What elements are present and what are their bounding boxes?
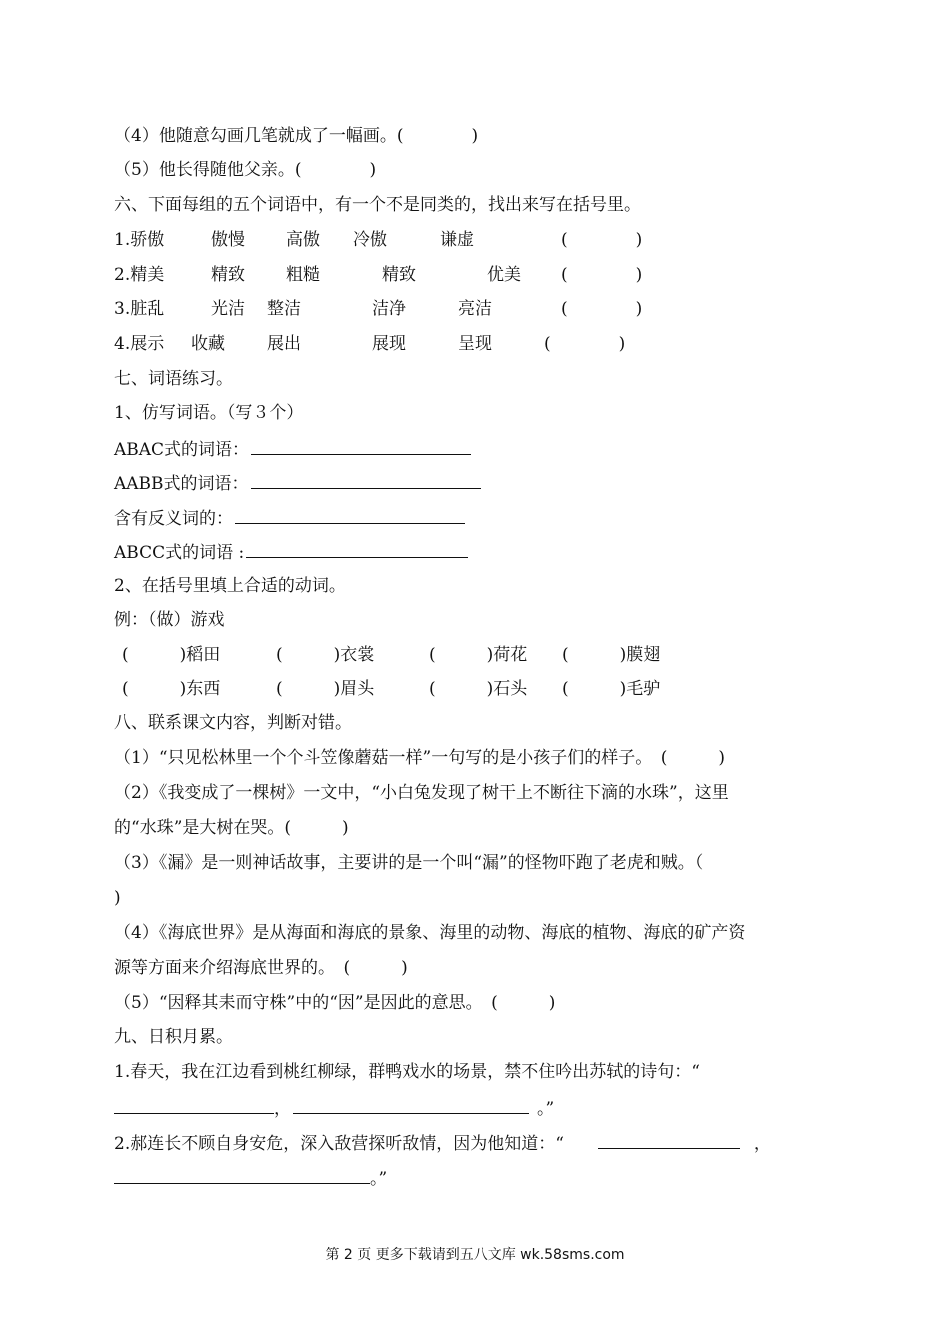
verb-example: 例：（做）游戏 <box>114 610 225 630</box>
answer-blank[interactable] <box>235 505 465 524</box>
verb-item[interactable]: ( )石头 <box>429 679 528 699</box>
imitate-row-antonym <box>114 505 465 531</box>
page-footer: 第 2 页 更多下载请到五八文库 wk.58sms.com <box>325 1247 625 1263</box>
judge-4-line2: 源等方面来介绍海底世界的。 ( ) <box>114 958 408 978</box>
verb-item[interactable]: ( )荷花 <box>429 645 528 665</box>
closing-quote: 。” <box>370 1169 388 1189</box>
judge-3-line2: ) <box>114 888 121 908</box>
section-8-heading: 八、联系课文内容，判断对错。 <box>114 713 352 733</box>
answer-blank[interactable] <box>251 470 481 489</box>
group-word: 整洁 <box>267 299 301 319</box>
verb-item[interactable]: ( )东西 <box>122 679 221 699</box>
group-word: 傲慢 <box>211 230 245 250</box>
answer-blank[interactable] <box>598 1130 740 1149</box>
group-word: 谦虚 <box>440 230 474 250</box>
poem-1-prompt: 1.春天，我在江边看到桃红柳绿，群鸭戏水的场景，禁不住吟出苏轼的诗句：“ <box>114 1062 700 1082</box>
judge-2-line1: （2）《我变成了一棵树》一文中，“小白兔发现了树干上不断往下滴的水珠”，这里 <box>114 783 729 803</box>
imitate-row-aabb <box>114 470 481 496</box>
group-word: 光洁 <box>211 299 245 319</box>
answer-paren[interactable]: ( ) <box>561 265 643 285</box>
comma: ， <box>274 1099 291 1119</box>
judge-1: （1）“只见松林里一个个斗笠像蘑菇一样”一句写的是小孩子们的样子。 ( ) <box>114 748 725 768</box>
group-word: 3.脏乱 <box>114 299 165 319</box>
section-7-heading: 七、词语练习。 <box>114 369 233 389</box>
group-word: 4.展示 <box>114 334 165 354</box>
word-group-4 <box>114 332 674 356</box>
imitate-label: ABCC式的词语 : <box>114 543 245 563</box>
section-6-heading: 六、下面每组的五个词语中，有一个不是同类的，找出来写在括号里。 <box>114 195 641 215</box>
group-word: 展出 <box>267 334 301 354</box>
answer-paren[interactable]: ( ) <box>561 299 643 319</box>
answer-blank[interactable] <box>293 1095 529 1114</box>
answer-blank[interactable] <box>246 539 468 558</box>
judge-4-line1: （4）《海底世界》是从海面和海底的景象、海里的动物、海底的植物、海底的矿产资 <box>114 923 746 943</box>
verb-row-1 <box>114 643 714 667</box>
poem-1-answer <box>114 1095 554 1121</box>
group-word: 2.精美 <box>114 265 165 285</box>
answer-blank[interactable] <box>251 436 471 455</box>
judge-5: （5）“因释其耒而守株”中的“因”是因此的意思。 ( ) <box>114 993 556 1013</box>
comma: ， <box>753 1134 771 1154</box>
word-group-2 <box>114 263 674 287</box>
imitate-label: ABAC式的词语： <box>114 440 250 460</box>
verb-item[interactable]: ( )膜翅 <box>562 645 661 665</box>
answer-paren[interactable]: ( ) <box>544 334 626 354</box>
group-word: 呈现 <box>458 334 492 354</box>
group-word: 冷傲 <box>353 230 387 250</box>
group-word: 粗糙 <box>286 265 320 285</box>
question-5: （5）他长得随他父亲。( ) <box>114 160 377 180</box>
word-group-3 <box>114 297 674 321</box>
answer-blank[interactable] <box>114 1095 274 1114</box>
section-9-heading: 九、日积月累。 <box>114 1027 233 1047</box>
imitate-row-abcc <box>114 539 468 565</box>
judge-2-line2: 的“水珠”是大树在哭。( ) <box>114 818 349 838</box>
group-word: 精致 <box>211 265 245 285</box>
verb-item[interactable]: ( )眉头 <box>276 679 375 699</box>
imitate-label: 含有反义词的： <box>114 509 233 529</box>
closing-quote: 。” <box>537 1099 555 1119</box>
verb-item[interactable]: ( )衣裳 <box>276 645 375 665</box>
group-word: 高傲 <box>286 230 320 250</box>
answer-blank[interactable] <box>114 1165 370 1184</box>
group-word: 收藏 <box>191 334 225 354</box>
group-word: 洁净 <box>372 299 406 319</box>
verb-row-2 <box>114 677 714 701</box>
question-7-1: 1、仿写词语。（写３个） <box>114 403 304 423</box>
group-word: 1.骄傲 <box>114 230 165 250</box>
question-4: （4）他随意勾画几笔就成了一幅画。( ) <box>114 126 479 146</box>
imitate-label: AABB式的词语： <box>114 474 249 494</box>
verb-item[interactable]: ( )毛驴 <box>562 679 661 699</box>
group-word: 精致 <box>382 265 416 285</box>
verb-item[interactable]: ( )稻田 <box>122 645 221 665</box>
poem-2-text: 2.郝连长不顾自身安危，深入敌营探听敌情，因为他知道：“ <box>114 1134 564 1154</box>
imitate-row-abac <box>114 436 471 462</box>
poem-2-answer <box>114 1165 387 1191</box>
group-word: 优美 <box>487 265 521 285</box>
word-group-1 <box>114 228 674 252</box>
group-word: 亮洁 <box>458 299 492 319</box>
group-word: 展现 <box>372 334 406 354</box>
judge-3-line1: （3）《漏》是一则神话故事，主要讲的是一个叫“漏”的怪物吓跑了老虎和贼。（ <box>114 853 704 873</box>
answer-paren[interactable]: ( ) <box>561 230 643 250</box>
question-7-2: 2、在括号里填上合适的动词。 <box>114 576 346 596</box>
poem-2-prompt <box>114 1130 771 1156</box>
